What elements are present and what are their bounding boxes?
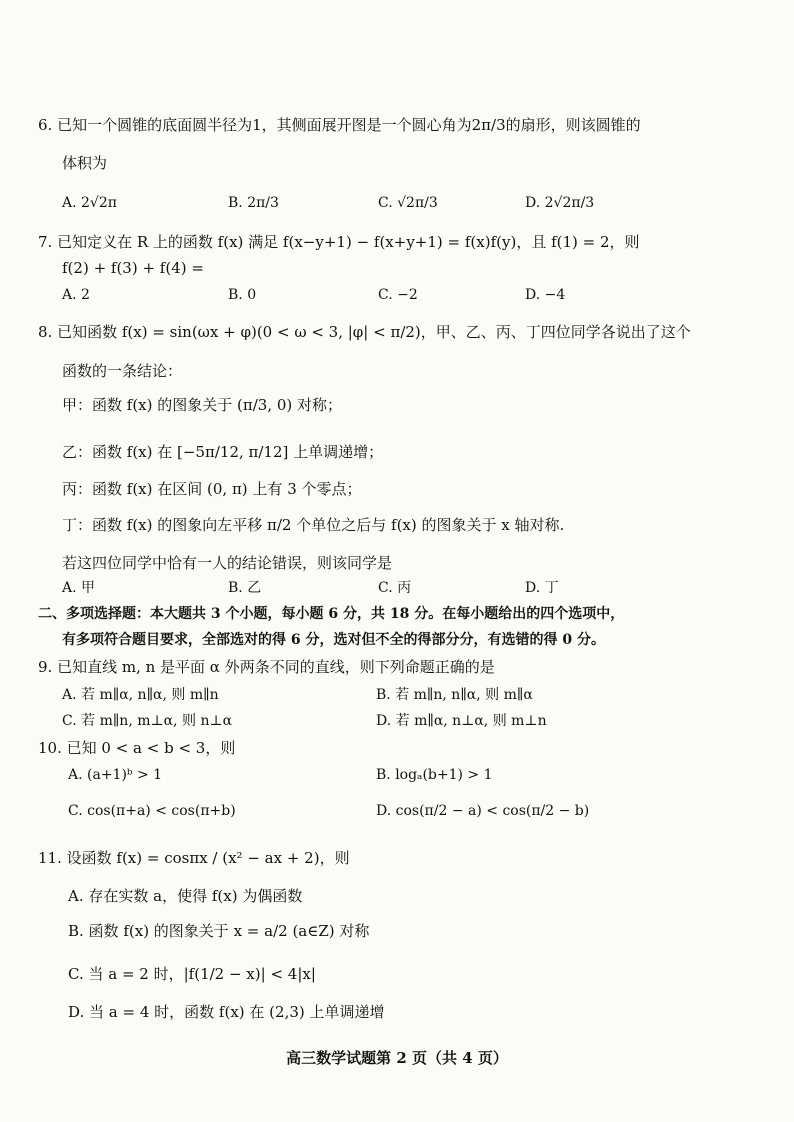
q8-statement-jia: 甲：函数 f(x) 的图象关于 (π/3, 0) 对称； [62, 396, 343, 414]
q11-option-d: D. 当 a = 4 时，函数 f(x) 在 (2,3) 上单调递增 [68, 1003, 385, 1021]
q10-option-c: C. cos(π+a) < cos(π+b) [68, 803, 236, 819]
q8-option-b: B. 乙 [228, 580, 262, 596]
q8-question: 若这四位同学中恰有一人的结论错误，则该同学是 [62, 554, 393, 572]
q6-stem-line2: 体积为 [62, 154, 108, 172]
q8-stem-line2: 函数的一条结论： [62, 362, 183, 380]
q7-option-d: D. −4 [525, 287, 566, 303]
q11-option-a: A. 存在实数 a，使得 f(x) 为偶函数 [68, 887, 303, 905]
q8-statement-ding: 丁：函数 f(x) 的图象向左平移 π/2 个单位之后与 f(x) 的图象关于 x 轴对称. [62, 516, 565, 534]
q7-stem-line1: 7. 已知定义在 R 上的函数 f(x) 满足 f(x−y+1) − f(x+y+1) = f(x)f(y)，且 f(1) = 2，则 [38, 233, 640, 251]
q8-statement-yi: 乙：函数 f(x) 在 [−5π/12, π/12] 上单调递增； [62, 443, 384, 461]
q9-option-b: B. 若 m∥n, n∥α, 则 m∥α [376, 687, 533, 703]
q11-option-c: C. 当 a = 2 时，|f(1/2 − x)| < 4|x| [68, 965, 316, 983]
q8-option-c: C. 丙 [378, 580, 412, 596]
q10-option-b: B. logₐ(b+1) > 1 [376, 767, 493, 783]
q7-option-a: A. 2 [62, 287, 90, 303]
page-footer: 高三数学试题第 2 页（共 4 页） [286, 1049, 508, 1067]
q7-option-c: C. −2 [378, 287, 418, 303]
q7-option-b: B. 0 [228, 287, 257, 303]
q6-option-c: C. √2π/3 [378, 195, 438, 211]
q9-stem: 9. 已知直线 m, n 是平面 α 外两条不同的直线，则下列命题正确的是 [38, 658, 495, 676]
q9-option-c: C. 若 m∥n, m⊥α, 则 n⊥α [62, 713, 233, 729]
q8-stem-line1: 8. 已知函数 f(x) = sin(ωx + φ)(0 < ω < 3, |φ| < π/2)，甲、乙、丙、丁四位同学各说出了这个 [38, 323, 691, 341]
q6-option-d: D. 2√2π/3 [525, 195, 595, 211]
q9-option-a: A. 若 m∥α, n∥α, 则 m∥n [62, 687, 219, 703]
q10-option-a: A. (a+1)ᵇ > 1 [68, 767, 163, 783]
section2-heading-line2: 有多项符合题目要求，全部选对的得 6 分，选对但不全的得部分分，有选错的得 0 分。 [62, 632, 605, 648]
q8-option-d: D. 丁 [525, 580, 559, 596]
q11-stem: 11. 设函数 f(x) = cosπx / (x² − ax + 2)，则 [38, 849, 350, 867]
q8-statement-bing: 丙：函数 f(x) 在区间 (0, π) 上有 3 个零点； [62, 480, 362, 498]
q6-option-b: B. 2π/3 [228, 195, 279, 211]
q6-option-a: A. 2√2π [62, 195, 117, 211]
q9-option-d: D. 若 m∥α, n⊥α, 则 m⊥n [376, 713, 547, 729]
section2-heading-line1: 二、多项选择题：本大题共 3 个小题，每小题 6 分，共 18 分。在每小题给出的四个选项中， [38, 606, 625, 622]
q6-stem-line1: 6. 已知一个圆锥的底面圆半径为1，其侧面展开图是一个圆心角为2π/3的扇形，则该圆锥的 [38, 116, 641, 134]
q10-stem: 10. 已知 0 < a < b < 3，则 [38, 739, 236, 757]
q8-option-a: A. 甲 [62, 580, 96, 596]
q11-option-b: B. 函数 f(x) 的图象关于 x = a/2 (a∈Z) 对称 [68, 922, 370, 940]
q7-stem-line2: f(2) + f(3) + f(4) = [62, 259, 204, 277]
q10-option-d: D. cos(π/2 − a) < cos(π/2 − b) [376, 803, 590, 819]
